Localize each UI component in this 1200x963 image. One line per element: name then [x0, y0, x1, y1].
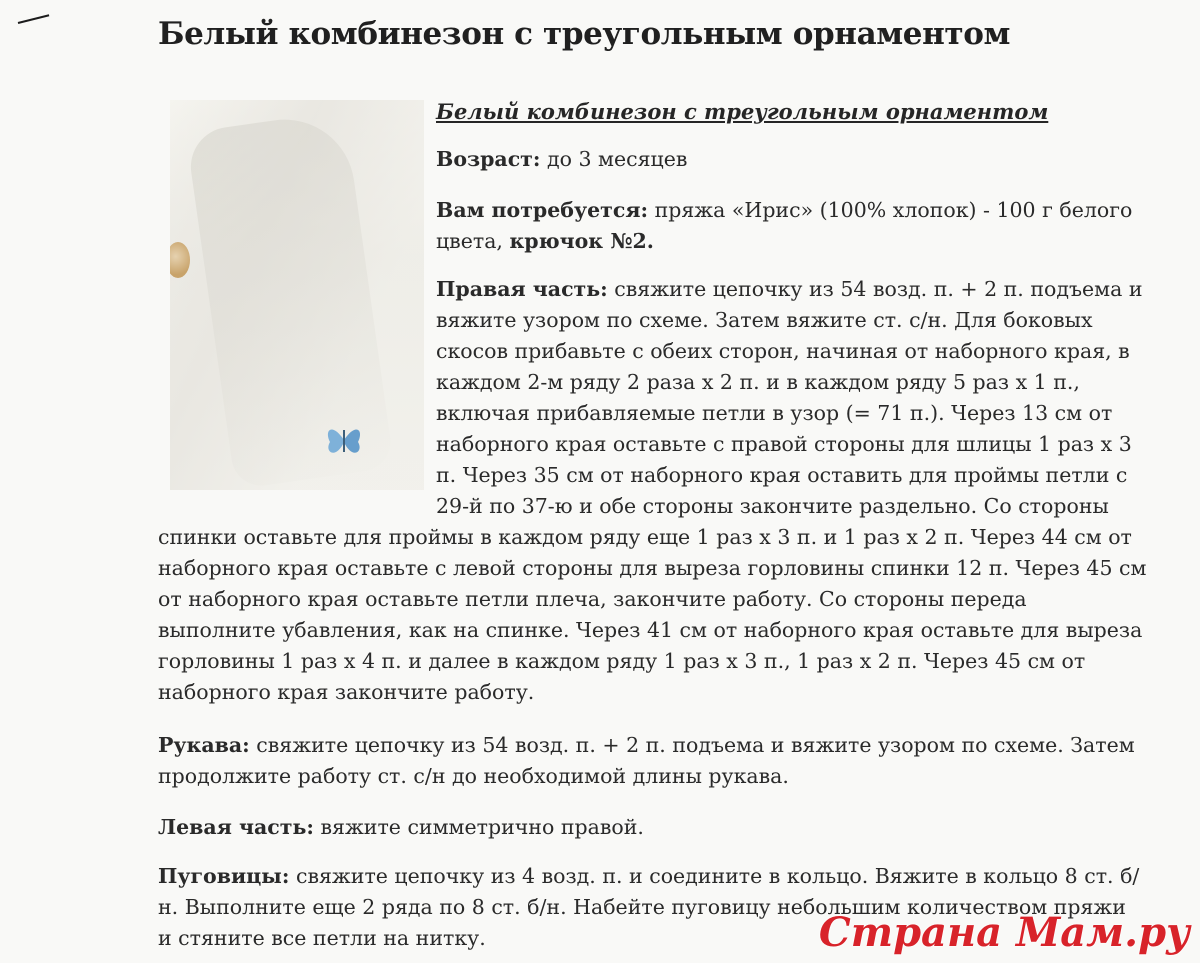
article-subtitle: Белый комбинезон с треугольным орнаментом	[436, 99, 1049, 124]
sleeves-line	[158, 730, 1135, 761]
hook-label: крючок №2.	[509, 229, 654, 253]
right-part-line: скосов прибавьте с обеих сторон, начиная от наборного края, в	[436, 339, 1130, 363]
buttons-line	[158, 861, 1139, 892]
page-title: Белый комбинезон с треугольным орнаментом	[158, 16, 1011, 52]
right-part-line: 29-й по 37-ю и обе стороны закончите раздельно. Со стороны	[436, 494, 1109, 518]
right-part-line: каждом 2-м ряду 2 раза х 2 п. и в каждом ряду 5 раз х 1 п.,	[436, 370, 1080, 394]
sleeves-label: Рукава:	[158, 733, 250, 757]
age-paragraph	[436, 144, 687, 175]
buttons-line: н. Выполните еще 2 ряда по 8 ст. б/н. Набейте пуговицу небольшим количеством пряжи	[158, 895, 1126, 919]
materials-text: пряжа «Ирис» (100% хлопок) - 100 г белого цвета,	[436, 198, 1133, 253]
sleeves-text: свяжите цепочку из 54 возд. п. + 2 п. подъема и вяжите узором по схеме. Затем	[256, 733, 1135, 757]
left-part-label: Левая часть:	[158, 815, 314, 839]
age-label: Возраст:	[436, 147, 541, 171]
site-watermark: Страна Мам.ру	[818, 909, 1190, 956]
left-part-paragraph	[158, 812, 644, 843]
right-part-line: наборного края оставьте с левой стороны для выреза горловины спинки 12 п. Через 45 см	[158, 556, 1147, 580]
sleeves-line: продолжите работу ст. с/н до необходимой длины рукава.	[158, 764, 789, 788]
left-part-text: вяжите симметрично правой.	[320, 815, 644, 839]
buttons-label: Пуговицы:	[158, 864, 290, 888]
wooden-toy-image	[170, 242, 190, 278]
right-part-line: вяжите узором по схеме. Затем вяжите ст. с/н. Для боковых	[436, 308, 1093, 332]
right-part-line: выполните убавления, как на спинке. Через 41 см от наборного края оставьте для выреза	[158, 618, 1143, 642]
right-part-line: наборного края оставьте с правой стороны для шлицы 1 раз х 3	[436, 432, 1132, 456]
right-part-line: наборного края закончите работу.	[158, 680, 535, 704]
right-part-label: Правая часть:	[436, 277, 608, 301]
age-value: до 3 месяцев	[546, 147, 688, 171]
right-part-line: п. Через 35 см от наборного края оставить для проймы петли с	[436, 463, 1128, 487]
scan-mark	[18, 14, 50, 24]
right-part-line: спинки оставьте для проймы в каждом ряду еще 1 раз х 3 п. и 1 раз х 2 п. Через 44 см от	[158, 525, 1132, 549]
buttons-line: и стяните все петли на нитку.	[158, 926, 486, 950]
materials-paragraph	[436, 195, 1196, 257]
butterfly-button-image	[322, 418, 366, 462]
materials-label: Вам потребуется:	[436, 198, 649, 222]
right-part-line: включая прибавляемые петли в узор (= 71 п.). Через 13 см от	[436, 401, 1113, 425]
buttons-text: свяжите цепочку из 4 возд. п. и соедините в кольцо. Вяжите в кольцо 8 ст. б/	[295, 864, 1140, 888]
right-part-line: горловины 1 раз х 4 п. и далее в каждом ряду 1 раз х 3 п., 1 раз х 2 п. Через 45 см от	[158, 649, 1086, 673]
product-photo	[170, 100, 424, 490]
right-part-line	[436, 274, 1143, 305]
right-part-text: свяжите цепочку из 54 возд. п. + 2 п. подъема и	[614, 277, 1143, 301]
right-part-line: от наборного края оставьте петли плеча, закончите работу. Со стороны переда	[158, 587, 1027, 611]
